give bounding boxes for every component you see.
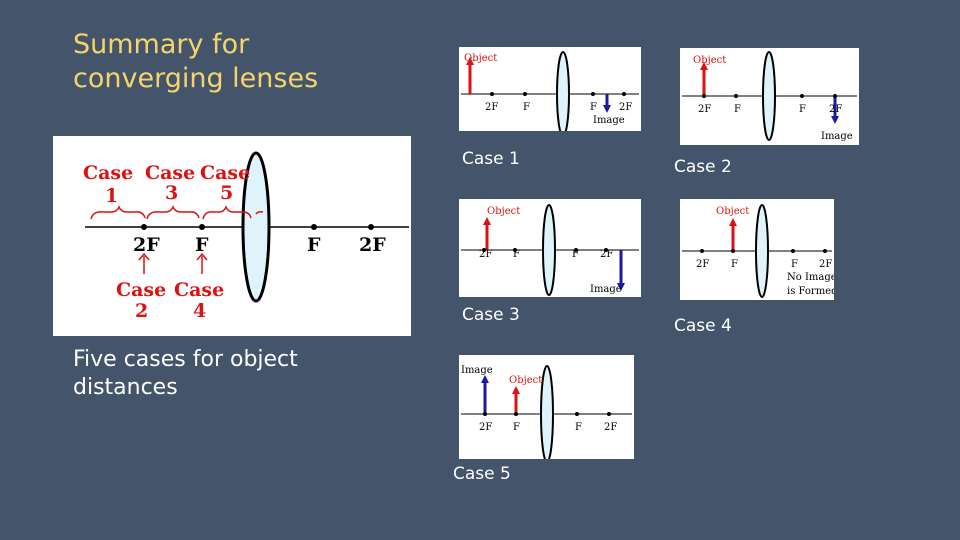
image-arrowhead-icon (603, 105, 611, 113)
object-label: Object (693, 55, 727, 66)
no-image-note: is Formed (787, 286, 834, 297)
case-2-diagram (680, 48, 859, 145)
focal-point-dot (141, 224, 147, 230)
point-label: F (799, 104, 806, 115)
case-label-number: 5 (220, 182, 234, 204)
image-label: Image (821, 131, 853, 142)
case-4-caption: Case 4 (674, 316, 732, 336)
object-arrowhead-icon (512, 386, 520, 394)
case-label-number: 3 (165, 182, 179, 204)
lens-icon (763, 52, 775, 140)
case-label-word: Case (200, 162, 251, 184)
case-label-word: Case (116, 279, 167, 301)
slide-title: Summary for converging lenses (73, 29, 319, 94)
object-arrowhead-icon (729, 218, 737, 226)
case-label-word: Case (145, 162, 196, 184)
case-1-diagram (459, 47, 641, 131)
image-label: Image (461, 365, 493, 376)
lens-icon (543, 205, 555, 295)
range-brace-icon (147, 207, 199, 219)
object-arrowhead-icon (483, 217, 491, 225)
point-label: F (523, 102, 530, 113)
lens-icon (756, 205, 768, 297)
point-label: 2F (485, 102, 499, 113)
range-brace-icon (91, 207, 145, 219)
point-label: 2F (819, 259, 833, 270)
image-label: Image (593, 115, 625, 126)
point-label: 2F (600, 249, 614, 260)
case-2-caption: Case 2 (674, 157, 732, 177)
point-label: 2F (359, 234, 386, 256)
point-label: F (572, 249, 579, 260)
lens-icon (557, 52, 569, 131)
object-label: Object (509, 375, 543, 386)
case-label-number: 4 (193, 300, 207, 322)
focal-point-dot (311, 224, 317, 230)
five-cases-svg (53, 136, 411, 336)
case-label-word: Case (83, 162, 134, 184)
case-label-number: 1 (105, 185, 119, 207)
lens-icon (541, 366, 553, 459)
slide-subtitle: Five cases for object distances (73, 347, 298, 400)
case-5-diagram (459, 355, 634, 459)
case-3-caption: Case 3 (462, 305, 520, 325)
no-image-note: No Image (787, 272, 834, 283)
image-arrowhead-icon (831, 116, 839, 124)
point-label: F (590, 102, 597, 113)
case-label-number: 2 (135, 300, 149, 322)
object-label: Object (464, 53, 498, 64)
point-label: F (195, 234, 209, 256)
point-label: 2F (479, 422, 493, 433)
object-label: Object (487, 206, 521, 217)
point-label: F (731, 259, 738, 270)
case-4-diagram (680, 199, 834, 300)
point-label: 2F (619, 102, 633, 113)
point-label: 2F (696, 259, 710, 270)
point-label: 2F (698, 104, 712, 115)
case-1-caption: Case 1 (462, 149, 520, 169)
point-label: 2F (133, 234, 160, 256)
point-label: 2F (479, 249, 493, 260)
case-5-caption: Case 5 (453, 464, 511, 484)
point-label: F (513, 249, 520, 260)
point-label: 2F (829, 104, 843, 115)
image-arrowhead-icon (481, 375, 489, 383)
image-label: Image (590, 284, 622, 295)
point-label: 2F (604, 422, 618, 433)
object-label: Object (716, 206, 750, 217)
point-label: F (575, 422, 582, 433)
case-3-diagram (459, 199, 641, 297)
point-label: F (734, 104, 741, 115)
point-label: F (513, 422, 520, 433)
focal-point-dot (368, 224, 374, 230)
case-label-word: Case (174, 279, 225, 301)
point-label: F (791, 259, 798, 270)
focal-point-dot (199, 224, 205, 230)
five-cases-diagram (53, 136, 411, 336)
point-label: F (307, 234, 321, 256)
